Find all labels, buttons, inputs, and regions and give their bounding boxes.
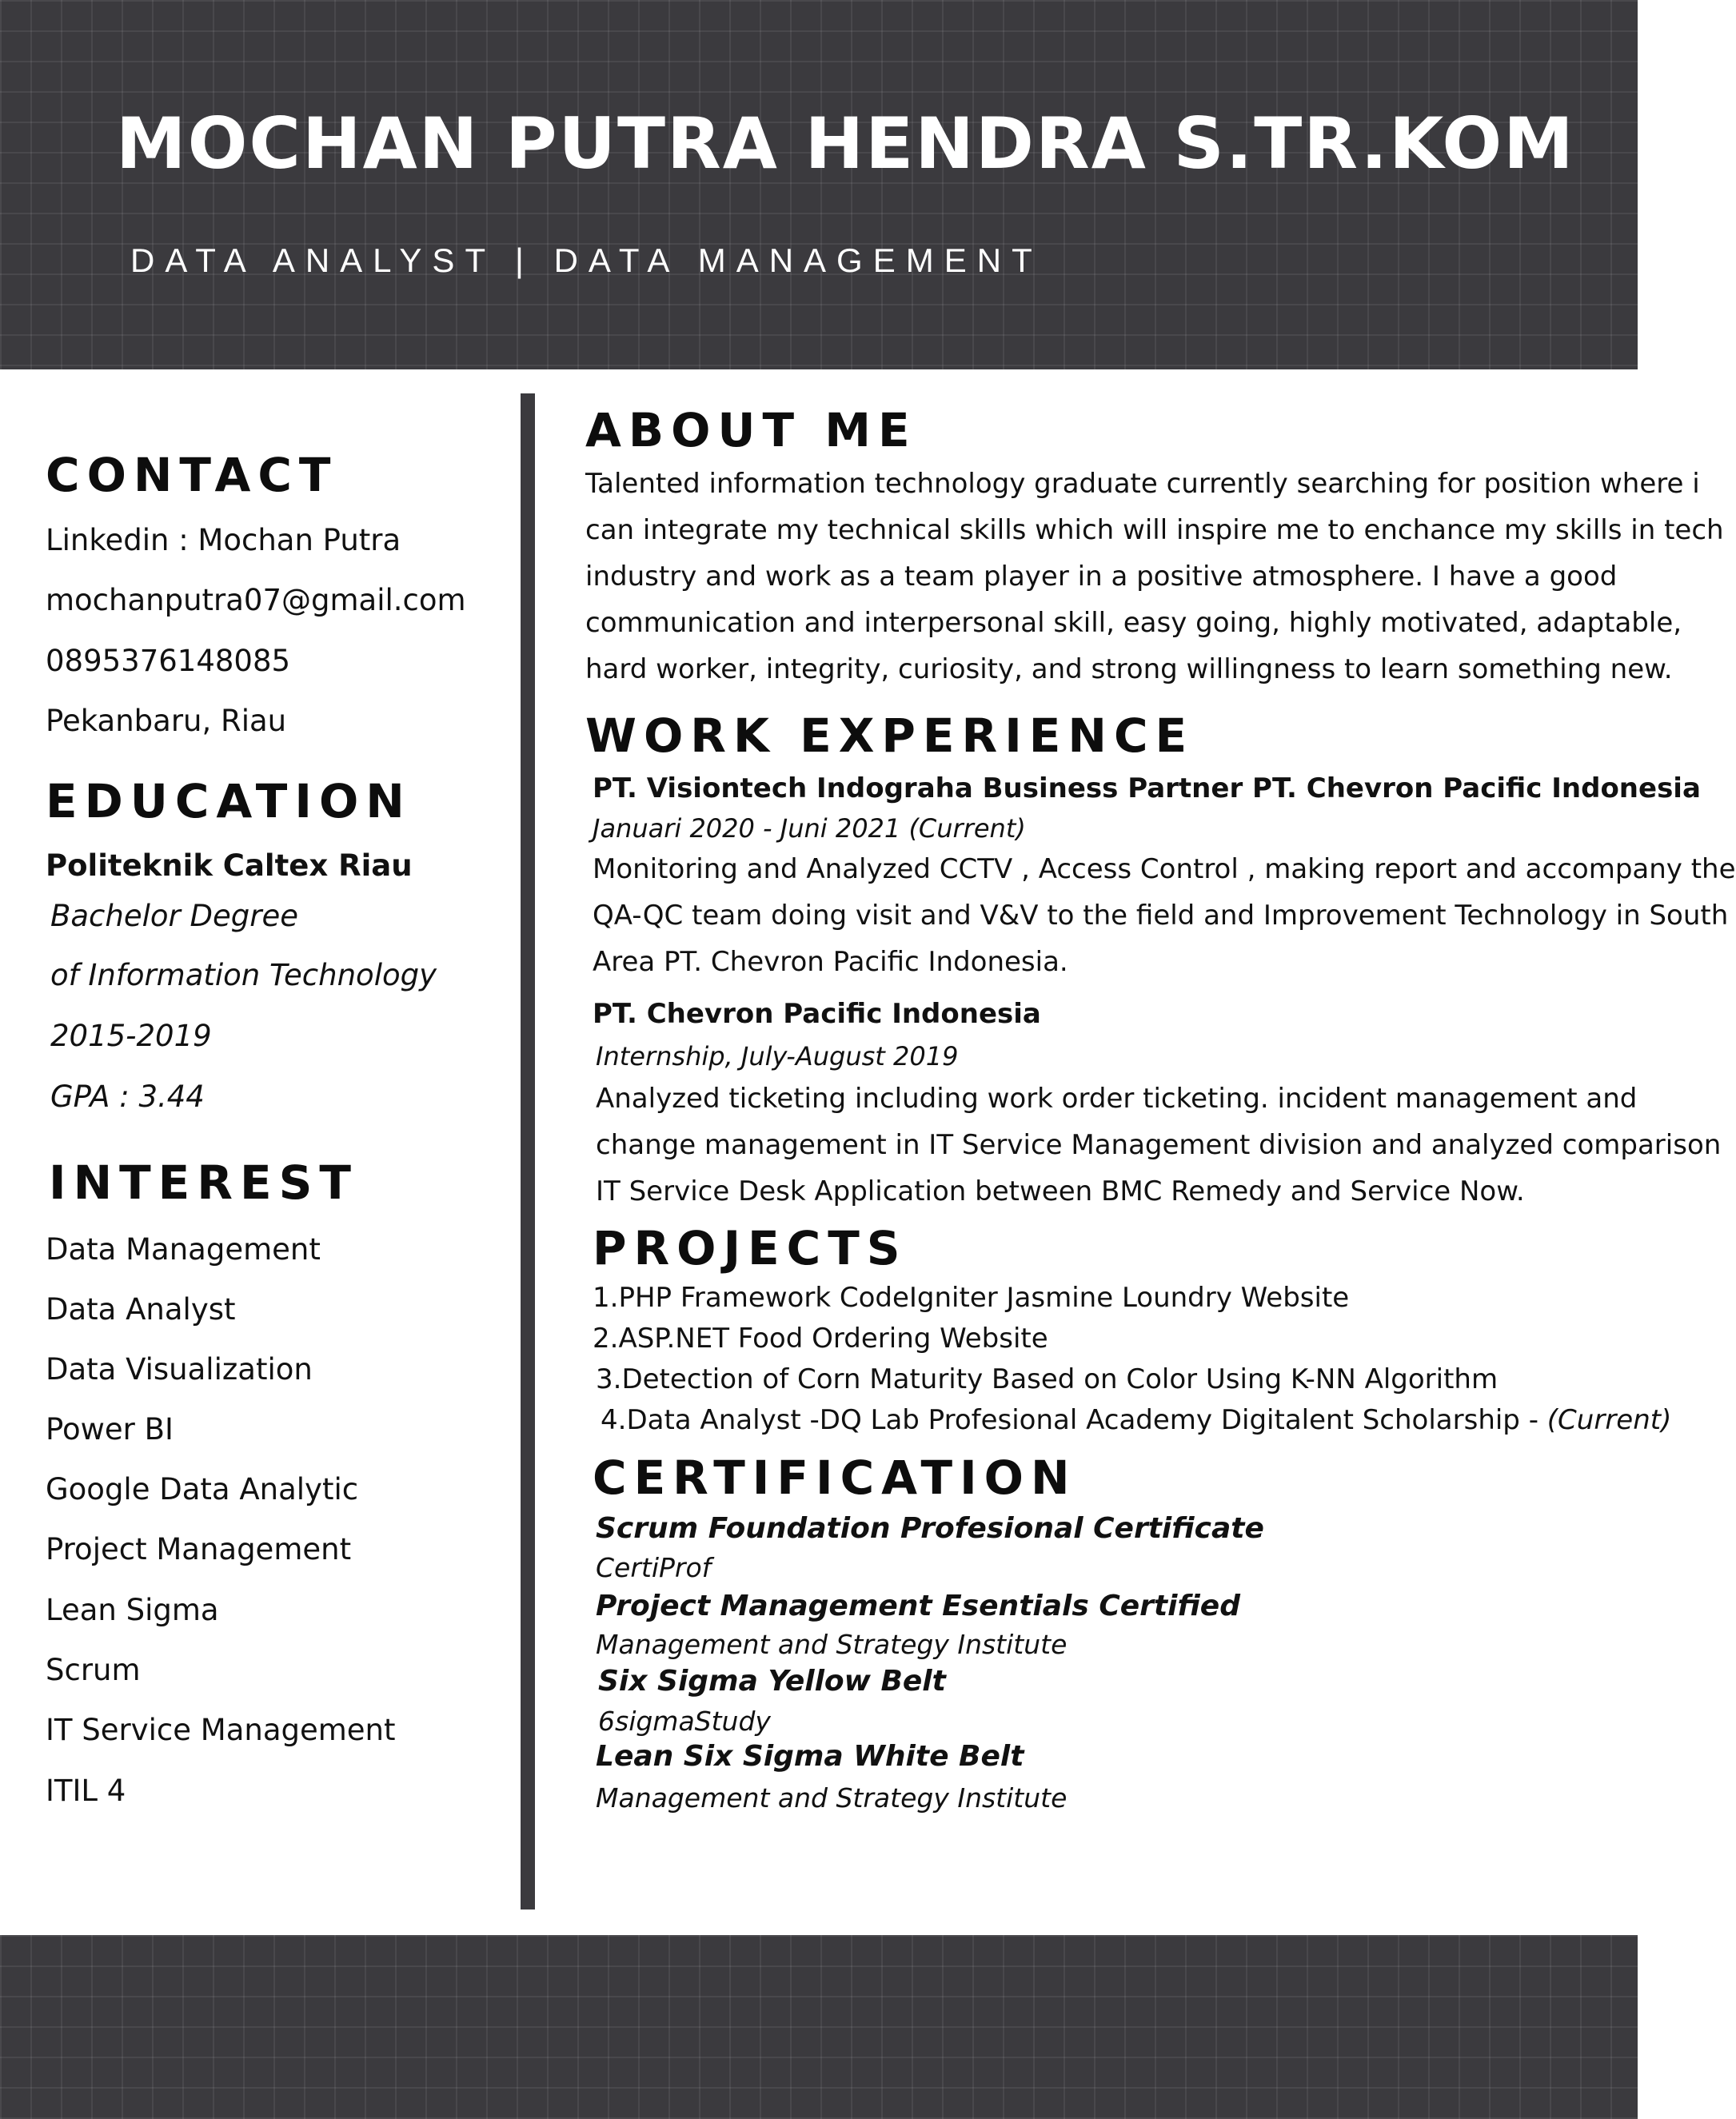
contact-linkedin: Linkedin : Mochan Putra: [46, 523, 401, 557]
interest-item: Scrum: [46, 1653, 141, 1687]
resume-role: DATA ANALYST | DATA MANAGEMENT: [130, 241, 1043, 279]
column-divider: [521, 393, 535, 1909]
contact-email: mochanputra07@gmail.com: [46, 583, 466, 617]
certificate-issuer: Management and Strategy Institute: [596, 1782, 1068, 1814]
project-item-text: 4.Data Analyst -DQ Lab Profesional Academy Digitalent Scholarship -: [601, 1404, 1547, 1436]
certificate-issuer: CertiProf: [596, 1552, 712, 1583]
education-school: Politeknik Caltex Riau: [46, 848, 413, 883]
interest-item: Power BI: [46, 1412, 174, 1447]
interest-item: IT Service Management: [46, 1713, 396, 1747]
interest-heading: INTEREST: [49, 1155, 358, 1210]
about-line: industry and work as a team player in a positive atmosphere. I have a good: [585, 561, 1618, 593]
interest-item: Google Data Analytic: [46, 1472, 359, 1506]
job-date: Januari 2020 - Juni 2021 (Current): [593, 813, 1026, 844]
project-item: 1.PHP Framework CodeIgniter Jasmine Loundry Website: [593, 1282, 1350, 1314]
certificate-title: Scrum Foundation Profesional Certificate: [596, 1512, 1264, 1545]
interest-item: ITIL 4: [46, 1774, 126, 1808]
resume-name: MOCHAN PUTRA HENDRA S.TR.KOM: [116, 102, 1575, 185]
project-item-current: [601, 1404, 1671, 1436]
contact-phone: 0895376148085: [46, 644, 291, 678]
certificate-title: Lean Six Sigma White Belt: [596, 1740, 1024, 1773]
job-description-line: IT Service Desk Application between BMC Remedy and Service Now.: [596, 1175, 1525, 1207]
work-heading: WORK EXPERIENCE: [585, 708, 1195, 763]
project-item: 2.ASP.NET Food Ordering Website: [593, 1323, 1048, 1355]
footer-banner: [0, 1935, 1638, 2119]
interest-item: Lean Sigma: [46, 1593, 219, 1627]
education-degree-line1: Bachelor Degree: [50, 899, 298, 933]
certification-heading: CERTIFICATION: [593, 1451, 1077, 1505]
education-gpa: GPA : 3.44: [50, 1079, 205, 1114]
interest-item: Data Management: [46, 1232, 321, 1267]
about-line: Talented information technology graduate currently searching for position where i: [585, 468, 1700, 500]
header-banner: [0, 0, 1638, 369]
contact-location: Pekanbaru, Riau: [46, 704, 287, 738]
job-description-line: QA-QC team doing visit and V&V to the field and Improvement Technology in South: [593, 900, 1729, 932]
certificate-issuer: Management and Strategy Institute: [596, 1629, 1068, 1660]
project-current-label: (Current): [1546, 1404, 1672, 1436]
job-title: PT. Visiontech Indograha Business Partner PT. Chevron Pacific Indonesia: [593, 772, 1701, 804]
education-heading: EDUCATION: [46, 774, 412, 828]
certificate-issuer: 6sigmaStudy: [598, 1706, 771, 1737]
project-item: 3.Detection of Corn Maturity Based on Color Using K-NN Algorithm: [596, 1363, 1499, 1395]
projects-heading: PROJECTS: [593, 1221, 908, 1275]
interest-item: Project Management: [46, 1532, 352, 1566]
education-years: 2015-2019: [50, 1019, 212, 1053]
about-line: hard worker, integrity, curiosity, and strong willingness to learn something new.: [585, 653, 1673, 685]
about-heading: ABOUT ME: [585, 403, 917, 457]
certificate-title: Project Management Esentials Certified: [596, 1590, 1240, 1622]
job-description-line: change management in IT Service Management division and analyzed comparison: [596, 1129, 1722, 1161]
contact-heading: CONTACT: [46, 448, 338, 502]
interest-item: Data Visualization: [46, 1352, 313, 1387]
job-date: Internship, July-August 2019: [596, 1041, 959, 1071]
job-description-line: Analyzed ticketing including work order ticketing. incident management and: [596, 1083, 1638, 1115]
job-description-line: Area PT. Chevron Pacific Indonesia.: [593, 946, 1068, 978]
job-description-line: Monitoring and Analyzed CCTV , Access Control , making report and accompany the: [593, 853, 1736, 885]
about-line: communication and interpersonal skill, easy going, highly motivated, adaptable,: [585, 607, 1682, 639]
education-degree-line2: of Information Technology: [50, 958, 437, 992]
interest-item: Data Analyst: [46, 1292, 236, 1327]
job-title: PT. Chevron Pacific Indonesia: [593, 998, 1041, 1030]
about-line: can integrate my technical skills which will inspire me to enchance my skills in tech: [585, 514, 1724, 546]
certificate-title: Six Sigma Yellow Belt: [598, 1665, 946, 1698]
